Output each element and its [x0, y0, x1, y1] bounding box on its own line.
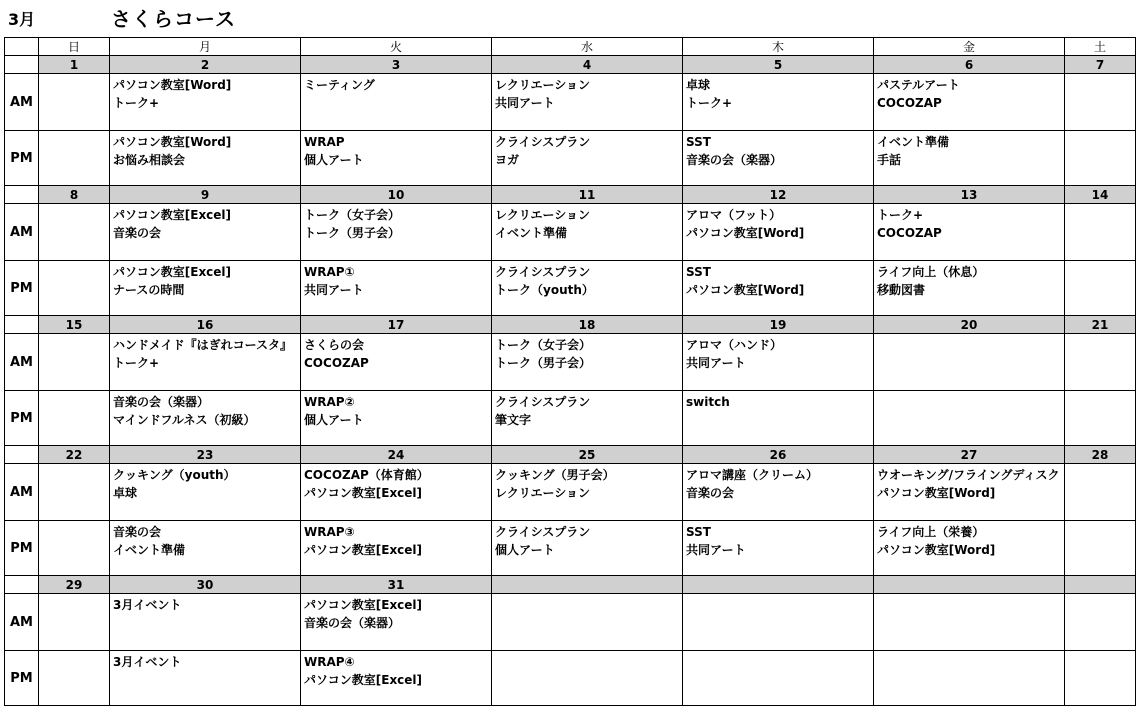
- schedule-cell: [683, 131, 874, 186]
- schedule-cell: [39, 464, 110, 521]
- date-row-label-cell: [5, 186, 39, 204]
- title-row: [0, 0, 1144, 36]
- activity-entry: 音楽の会: [686, 486, 735, 500]
- schedule-cell: [301, 74, 492, 131]
- schedule-cell: [110, 261, 301, 316]
- schedule-cell: [492, 74, 683, 131]
- activity-entry: 3月イベント: [113, 655, 182, 669]
- pm-label: PM: [5, 131, 39, 186]
- schedule-cell: [110, 651, 301, 706]
- schedule-cell: [110, 131, 301, 186]
- activity-entry: パソコン教室[Excel]: [304, 486, 423, 500]
- pm-label: PM: [5, 651, 39, 706]
- date-cell: 22: [39, 446, 110, 464]
- activity-entry: トーク（女子会）: [495, 338, 592, 352]
- activity-entry: SST: [686, 265, 711, 279]
- schedule-cell: [1065, 521, 1136, 576]
- activity-entry: トーク（youth）: [495, 283, 594, 297]
- schedule-cell: [683, 594, 874, 651]
- date-row-label-cell: [5, 446, 39, 464]
- schedule-cell: [874, 334, 1065, 391]
- activity-entry: レクリエーション: [495, 486, 591, 500]
- activity-entry: パソコン教室[Word]: [686, 226, 805, 240]
- activity-entry: トーク+: [877, 208, 924, 222]
- date-row: [5, 576, 1136, 594]
- weekday-header: 水: [492, 38, 683, 56]
- activity-entry: パソコン教室[Excel]: [304, 673, 423, 687]
- pm-row: [5, 651, 1136, 706]
- schedule-cell: [1065, 334, 1136, 391]
- activity-entry: アロマ（フット）: [686, 208, 782, 222]
- schedule-cell: [874, 594, 1065, 651]
- activity-entry: 音楽の会（楽器）: [304, 616, 401, 630]
- date-cell: [1065, 576, 1136, 594]
- schedule-cell: [110, 74, 301, 131]
- date-row: [5, 316, 1136, 334]
- schedule-cell: [874, 131, 1065, 186]
- activity-entry: WRAP③: [304, 525, 355, 539]
- schedule-cell: [492, 651, 683, 706]
- schedule-cell: [492, 131, 683, 186]
- date-cell: 23: [110, 446, 301, 464]
- schedule-cell: [683, 391, 874, 446]
- activity-entry: パソコン教室[Excel]: [304, 598, 423, 612]
- schedule-cell: [492, 464, 683, 521]
- activity-entry: 個人アート: [495, 543, 555, 557]
- schedule-cell: [110, 521, 301, 576]
- date-cell: 25: [492, 446, 683, 464]
- activity-entry: トーク（女子会）: [304, 208, 401, 222]
- date-cell: 6: [874, 56, 1065, 74]
- schedule-cell: [301, 651, 492, 706]
- schedule-cell: [1065, 464, 1136, 521]
- schedule-cell: [301, 464, 492, 521]
- activity-entry: WRAP②: [304, 395, 355, 409]
- schedule-cell: [1065, 131, 1136, 186]
- pm-label: PM: [5, 521, 39, 576]
- date-row-label-cell: [5, 56, 39, 74]
- date-cell: 17: [301, 316, 492, 334]
- activity-entry: パソコン教室[Word]: [113, 78, 232, 92]
- schedule-cell: [683, 74, 874, 131]
- weekday-header: 土: [1065, 38, 1136, 56]
- activity-entry: パソコン教室[Word]: [113, 135, 232, 149]
- calendar-body: [5, 56, 1136, 706]
- schedule-cell: [1065, 204, 1136, 261]
- schedule-cell: [874, 391, 1065, 446]
- schedule-cell: [301, 334, 492, 391]
- activity-entry: イベント準備: [495, 226, 568, 240]
- activity-entry: クライシスプラン: [495, 395, 591, 409]
- activity-entry: switch: [686, 395, 730, 409]
- date-cell: 24: [301, 446, 492, 464]
- date-cell: 30: [110, 576, 301, 594]
- schedule-cell: [110, 594, 301, 651]
- activity-entry: 共同アート: [495, 96, 555, 110]
- date-row-label-cell: [5, 576, 39, 594]
- schedule-cell: [492, 594, 683, 651]
- activity-entry: お悩み相談会: [113, 153, 186, 167]
- date-cell: 16: [110, 316, 301, 334]
- activity-entry: 共同アート: [686, 543, 746, 557]
- schedule-cell: [39, 594, 110, 651]
- schedule-cell: [301, 594, 492, 651]
- date-cell: 2: [110, 56, 301, 74]
- schedule-cell: [39, 521, 110, 576]
- am-label: AM: [5, 74, 39, 131]
- activity-entry: SST: [686, 135, 711, 149]
- activity-entry: レクリエーション: [495, 78, 591, 92]
- schedule-cell: [1065, 391, 1136, 446]
- activity-entry: 音楽の会: [113, 525, 162, 539]
- activity-entry: SST: [686, 525, 711, 539]
- schedule-cell: [110, 334, 301, 391]
- weekday-header-row: [5, 38, 1136, 56]
- activity-entry: COCOZAP: [877, 96, 942, 110]
- calendar-table: [4, 37, 1136, 706]
- date-cell: 8: [39, 186, 110, 204]
- pm-label: PM: [5, 261, 39, 316]
- am-row: [5, 74, 1136, 131]
- activity-entry: トーク+: [113, 96, 160, 110]
- schedule-cell: [39, 204, 110, 261]
- activity-entry: パソコン教室[Excel]: [304, 543, 423, 557]
- activity-entry: ハンドメイド『はぎれコースタ』: [113, 338, 293, 352]
- activity-entry: クライシスプラン: [495, 265, 591, 279]
- schedule-cell: [301, 204, 492, 261]
- date-cell: 26: [683, 446, 874, 464]
- activity-entry: イベント準備: [877, 135, 950, 149]
- date-cell: 15: [39, 316, 110, 334]
- date-row-label-cell: [5, 316, 39, 334]
- date-cell: 9: [110, 186, 301, 204]
- activity-entry: クライシスプラン: [495, 135, 591, 149]
- weekday-header: 木: [683, 38, 874, 56]
- activity-entry: COCOZAP（体育館）: [304, 468, 429, 482]
- schedule-cell: [874, 74, 1065, 131]
- date-cell: 28: [1065, 446, 1136, 464]
- date-cell: 31: [301, 576, 492, 594]
- activity-entry: ミーティング: [304, 78, 375, 92]
- activity-entry: パソコン教室[Word]: [877, 543, 996, 557]
- activity-entry: ヨガ: [495, 153, 520, 167]
- activity-entry: COCOZAP: [304, 356, 369, 370]
- pm-row: [5, 131, 1136, 186]
- activity-entry: レクリエーション: [495, 208, 591, 222]
- date-cell: 5: [683, 56, 874, 74]
- date-cell: [874, 576, 1065, 594]
- date-cell: 4: [492, 56, 683, 74]
- schedule-cell: [39, 391, 110, 446]
- activity-entry: アロマ講座（クリーム）: [686, 468, 819, 482]
- date-cell: [492, 576, 683, 594]
- activity-entry: トーク（男子会）: [304, 226, 401, 240]
- schedule-cell: [492, 204, 683, 261]
- schedule-cell: [110, 204, 301, 261]
- activity-entry: ライフ向上（栄養）: [877, 525, 985, 539]
- am-row: [5, 464, 1136, 521]
- activity-entry: 卓球: [686, 78, 711, 92]
- schedule-cell: [492, 391, 683, 446]
- course-title: さくらコース: [111, 7, 236, 31]
- schedule-cell: [39, 651, 110, 706]
- activity-entry: 共同アート: [686, 356, 746, 370]
- schedule-cell: [683, 464, 874, 521]
- date-cell: 18: [492, 316, 683, 334]
- schedule-cell: [301, 521, 492, 576]
- activity-entry: 共同アート: [304, 283, 364, 297]
- activity-entry: ナースの時間: [113, 283, 185, 297]
- schedule-cell: [39, 261, 110, 316]
- schedule-cell: [492, 261, 683, 316]
- pm-row: [5, 391, 1136, 446]
- date-cell: 14: [1065, 186, 1136, 204]
- schedule-cell: [110, 464, 301, 521]
- activity-entry: パソコン教室[Excel]: [113, 208, 232, 222]
- schedule-cell: [683, 521, 874, 576]
- activity-entry: WRAP①: [304, 265, 355, 279]
- schedule-cell: [1065, 651, 1136, 706]
- corner-cell: [5, 38, 39, 56]
- activity-entry: トーク（男子会）: [495, 356, 592, 370]
- schedule-cell: [1065, 594, 1136, 651]
- schedule-cell: [683, 651, 874, 706]
- am-row: [5, 204, 1136, 261]
- activity-entry: イベント準備: [113, 543, 186, 557]
- weekday-header: 火: [301, 38, 492, 56]
- month-label: 3月: [8, 10, 36, 29]
- schedule-cell: [874, 651, 1065, 706]
- schedule-cell: [39, 131, 110, 186]
- activity-entry: WRAP: [304, 135, 345, 149]
- pm-row: [5, 521, 1136, 576]
- schedule-cell: [39, 334, 110, 391]
- date-cell: 10: [301, 186, 492, 204]
- date-cell: 21: [1065, 316, 1136, 334]
- date-cell: 29: [39, 576, 110, 594]
- schedule-cell: [492, 334, 683, 391]
- activity-entry: パソコン教室[Word]: [686, 283, 805, 297]
- activity-entry: ライフ向上（休息）: [877, 265, 985, 279]
- am-label: AM: [5, 334, 39, 391]
- date-cell: 27: [874, 446, 1065, 464]
- schedule-cell: [874, 464, 1065, 521]
- date-cell: 12: [683, 186, 874, 204]
- date-row: [5, 56, 1136, 74]
- activity-entry: 個人アート: [304, 153, 364, 167]
- schedule-cell: [874, 521, 1065, 576]
- activity-entry: 音楽の会（楽器）: [686, 153, 783, 167]
- pm-label: PM: [5, 391, 39, 446]
- activity-entry: 個人アート: [304, 413, 364, 427]
- date-cell: 19: [683, 316, 874, 334]
- am-row: [5, 334, 1136, 391]
- date-cell: 20: [874, 316, 1065, 334]
- activity-entry: 音楽の会: [113, 226, 162, 240]
- activity-entry: クッキング（youth）: [113, 468, 236, 482]
- date-cell: 1: [39, 56, 110, 74]
- activity-entry: パソコン教室[Excel]: [113, 265, 232, 279]
- date-row: [5, 186, 1136, 204]
- schedule-cell: [1065, 261, 1136, 316]
- schedule-cell: [301, 391, 492, 446]
- schedule-cell: [1065, 74, 1136, 131]
- activity-entry: COCOZAP: [877, 226, 942, 240]
- activity-entry: さくらの会: [304, 338, 365, 352]
- activity-entry: 音楽の会（楽器）: [113, 395, 210, 409]
- date-cell: 3: [301, 56, 492, 74]
- date-row: [5, 446, 1136, 464]
- pm-row: [5, 261, 1136, 316]
- activity-entry: アロマ（ハンド）: [686, 338, 783, 352]
- activity-entry: クライシスプラン: [495, 525, 591, 539]
- activity-entry: パソコン教室[Word]: [877, 486, 996, 500]
- activity-entry: パステルアート: [877, 78, 960, 92]
- schedule-cell: [874, 204, 1065, 261]
- schedule-cell: [110, 391, 301, 446]
- schedule-cell: [683, 261, 874, 316]
- schedule-cell: [39, 74, 110, 131]
- schedule-cell: [874, 261, 1065, 316]
- schedule-cell: [683, 204, 874, 261]
- schedule-cell: [301, 261, 492, 316]
- activity-entry: クッキング（男子会）: [495, 468, 615, 482]
- weekday-header: 月: [110, 38, 301, 56]
- schedule-cell: [492, 521, 683, 576]
- date-cell: [683, 576, 874, 594]
- activity-entry: トーク+: [686, 96, 733, 110]
- activity-entry: マインドフルネス（初級）: [113, 413, 256, 427]
- activity-entry: トーク+: [113, 356, 160, 370]
- activity-entry: ウオーキング/フライングディスク: [877, 468, 1060, 482]
- activity-entry: 3月イベント: [113, 598, 182, 612]
- am-label: AM: [5, 204, 39, 261]
- schedule-cell: [683, 334, 874, 391]
- activity-entry: 手話: [877, 153, 902, 167]
- date-cell: 7: [1065, 56, 1136, 74]
- activity-entry: 卓球: [113, 486, 138, 500]
- activity-entry: 移動図書: [877, 283, 926, 297]
- am-row: [5, 594, 1136, 651]
- activity-entry: WRAP④: [304, 655, 355, 669]
- am-label: AM: [5, 464, 39, 521]
- weekday-header: 金: [874, 38, 1065, 56]
- weekday-header: 日: [39, 38, 110, 56]
- schedule-cell: [301, 131, 492, 186]
- activity-entry: 筆文字: [495, 413, 532, 427]
- am-label: AM: [5, 594, 39, 651]
- date-cell: 13: [874, 186, 1065, 204]
- date-cell: 11: [492, 186, 683, 204]
